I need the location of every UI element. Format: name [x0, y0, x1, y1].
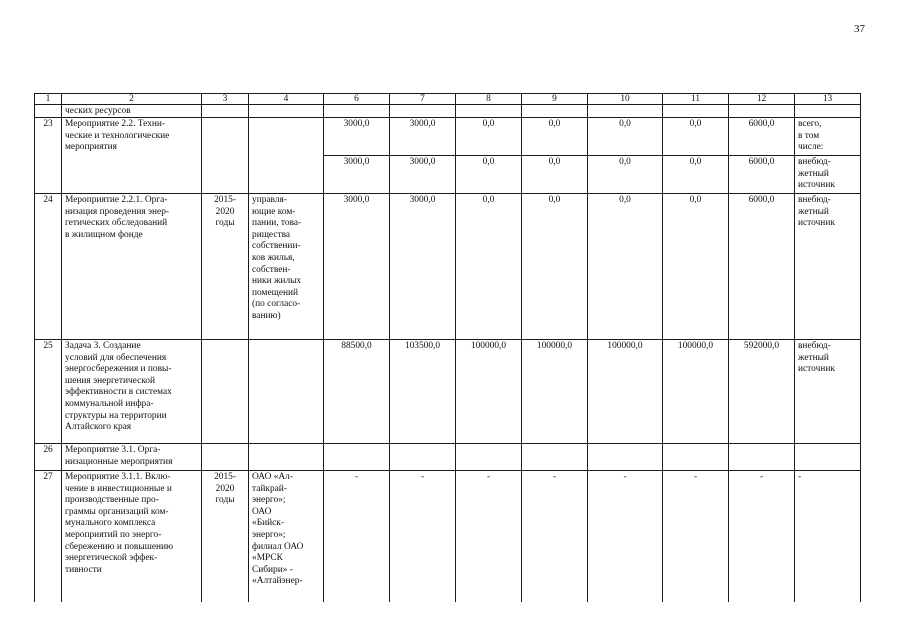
value-cell: 100000,0 — [588, 340, 663, 444]
value-cell: 0,0 — [663, 156, 729, 194]
value-cell: 6000,0 — [729, 194, 795, 340]
source-note: внебюд- жетный источник — [795, 340, 861, 444]
executor-cell: ОАО «Ал- тайкрай- энерго»; ОАО «Бийск- энерго»; филиал ОАО «МРСК Сибири» - «Алтайэнер- — [249, 471, 324, 602]
value-cell: 6000,0 — [729, 156, 795, 194]
header-cell: 2 — [62, 94, 202, 105]
value-cell: 0,0 — [588, 194, 663, 340]
value-cell: 0,0 — [456, 156, 522, 194]
executor-cell: управля- ющие ком- пании, това- рищества собствении- ков жилья, собствен- ники жилых помещений (по согласо- ванию) — [249, 194, 324, 340]
row-number: 24 — [35, 194, 62, 340]
value-cell: 3000,0 — [324, 156, 390, 194]
value-cell: 88500,0 — [324, 340, 390, 444]
header-cell: 12 — [729, 94, 795, 105]
value-cell: 0,0 — [588, 156, 663, 194]
value-cell: - — [324, 471, 390, 602]
header-cell: 1 — [35, 94, 62, 105]
header-cell: 6 — [324, 94, 390, 105]
table-row-26 — [35, 444, 861, 471]
value-cell: - — [522, 471, 588, 602]
value-cell: 0,0 — [522, 156, 588, 194]
value-cell: 3000,0 — [390, 156, 456, 194]
continued-text: ческих ресурсов — [62, 105, 202, 118]
header-cell: 13 — [795, 94, 861, 105]
period-cell: 2015- 2020 годы — [202, 194, 249, 340]
row-name: Мероприятие 3.1. Орга- низационные мероприятия — [62, 444, 202, 471]
source-note: внебюд- жетный источник — [795, 194, 861, 340]
value-cell: 3000,0 — [390, 194, 456, 340]
row-name: Мероприятие 2.2. Техни- ческие и технологические мероприятия — [62, 118, 202, 194]
value-cell: 0,0 — [663, 118, 729, 156]
value-cell: 0,0 — [522, 118, 588, 156]
row-number: 26 — [35, 444, 62, 471]
header-cell: 9 — [522, 94, 588, 105]
source-note: - — [795, 471, 861, 602]
value-cell: 0,0 — [522, 194, 588, 340]
value-cell: 0,0 — [456, 194, 522, 340]
row-name: Мероприятие 2.2.1. Орга- низация проведения энер- гетических обследований в жилищном фонде — [62, 194, 202, 340]
row-number: 23 — [35, 118, 62, 194]
value-cell: 3000,0 — [390, 118, 456, 156]
value-cell: 100000,0 — [663, 340, 729, 444]
row-number: 27 — [35, 471, 62, 602]
row-number: 25 — [35, 340, 62, 444]
header-cell: 10 — [588, 94, 663, 105]
value-cell: - — [663, 471, 729, 602]
table-row-continuation — [35, 105, 861, 118]
header-cell: 7 — [390, 94, 456, 105]
value-cell: - — [456, 471, 522, 602]
value-cell: - — [729, 471, 795, 602]
value-cell: 3000,0 — [324, 118, 390, 156]
source-note: всего, в том числе: — [795, 118, 861, 156]
value-cell: 0,0 — [456, 118, 522, 156]
table-row-27 — [35, 471, 861, 602]
row-name: Задача 3. Создание условий для обеспечения энергосбережения и повы- шения энергетической эффективности в системах коммунальной инфра- структуры на территории Алтайского края — [62, 340, 202, 444]
value-cell: 100000,0 — [456, 340, 522, 444]
budget-table — [34, 93, 861, 602]
value-cell: - — [390, 471, 456, 602]
value-cell: - — [588, 471, 663, 602]
value-cell: 0,0 — [588, 118, 663, 156]
page-number: 37 — [854, 23, 865, 35]
value-cell: 0,0 — [663, 194, 729, 340]
value-cell: 3000,0 — [324, 194, 390, 340]
table-row-24 — [35, 194, 861, 340]
table-row-25 — [35, 340, 861, 444]
value-cell: 100000,0 — [522, 340, 588, 444]
value-cell: 592000,0 — [729, 340, 795, 444]
period-cell: 2015- 2020 годы — [202, 471, 249, 602]
header-cell: 3 — [202, 94, 249, 105]
header-row — [35, 94, 861, 105]
source-note: внебюд- жетный источник — [795, 156, 861, 194]
row-name: Мероприятие 3.1.1. Вклю- чение в инвестиционные и производственные про- граммы организаций ком- мунального комплекса мероприятий по энерго- сбережению и повышению энергетической эффек- тивности — [62, 471, 202, 602]
value-cell: 103500,0 — [390, 340, 456, 444]
value-cell: 6000,0 — [729, 118, 795, 156]
table-row-23a — [35, 118, 861, 156]
header-cell: 8 — [456, 94, 522, 105]
header-cell: 4 — [249, 94, 324, 105]
header-cell: 11 — [663, 94, 729, 105]
